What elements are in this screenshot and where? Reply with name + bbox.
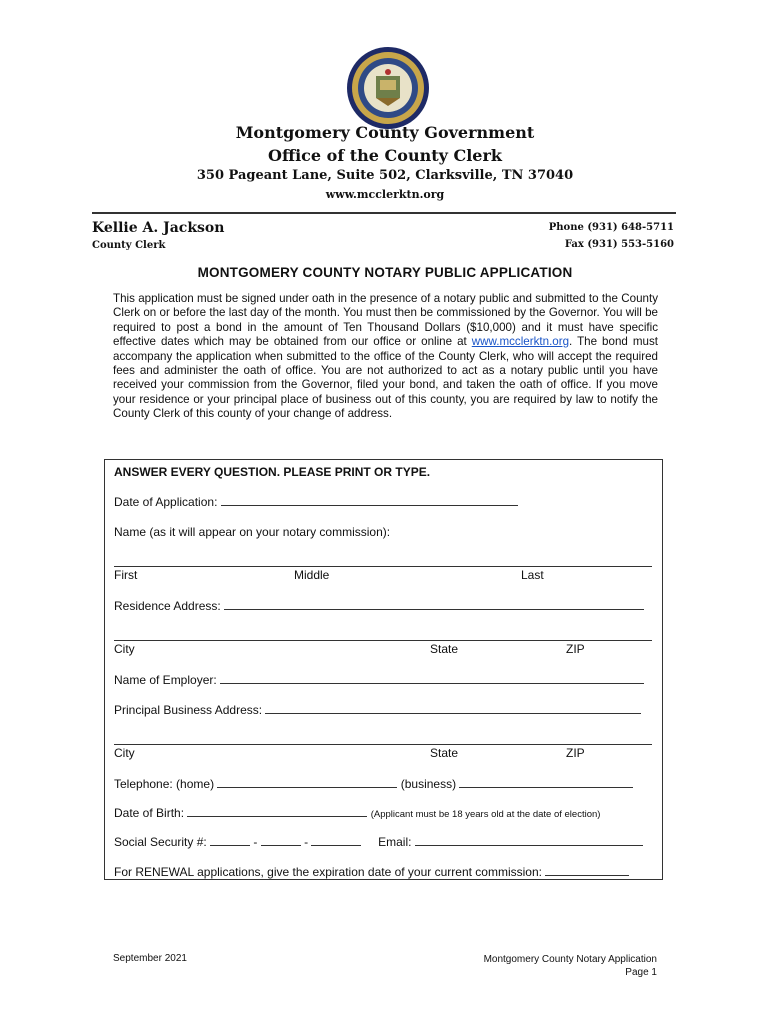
- residence-state-caption: State: [430, 642, 459, 656]
- county-seal-icon: [346, 46, 430, 130]
- header-divider: [92, 212, 676, 214]
- org-name: Montgomery County Government: [235, 123, 535, 142]
- intro-text-2: . The bond must accompany the application when submitted to the office of the County Clerk, who will accept the required fees and administer the oath of office. You are not authorized to act as a notary public until you have received your commission from the Governor, filed your bond, and taken the oath of office. If you move your residence or your principal place of business out of this county, you are required by law to notify the County Clerk of this county of your change of address.: [113, 335, 658, 421]
- telephone-business-field[interactable]: [459, 776, 633, 788]
- business-address-field[interactable]: [265, 702, 641, 714]
- clerk-name: Kellie A. Jackson: [92, 220, 225, 236]
- dob-note: (Applicant must be 18 years old at the date of election): [370, 809, 601, 820]
- clerk-phone: Phone (931) 648-5711: [548, 222, 674, 233]
- clerk-fax: Fax (931) 553-5160: [564, 239, 674, 250]
- application-form: [104, 459, 663, 880]
- date-of-application-field[interactable]: [221, 494, 518, 506]
- ssn-part-1[interactable]: [210, 834, 250, 846]
- telephone-home-field[interactable]: [217, 776, 397, 788]
- residence-address-field[interactable]: [224, 598, 644, 610]
- footer-date: September 2021: [113, 953, 187, 964]
- office-name: Office of the County Clerk: [268, 146, 502, 165]
- intro-paragraph: [113, 292, 658, 422]
- ssn-part-2[interactable]: [261, 834, 301, 846]
- intro-text-1: This application must be signed under oath in the presence of a notary public and submitted to the County Clerk on or before the last day of the month. You must then be commissioned by the Governor. You will be required to post a bond in the amount of Ten Thousand Dollars ($10,000) and it must have specific effective dates which may be obtained from our office or online at: [113, 292, 658, 349]
- footer-doc-info: [484, 953, 657, 979]
- footer-doc-name: Montgomery County Notary Application: [483, 954, 657, 965]
- business-address-label: Principal Business Address:: [114, 702, 641, 717]
- employer-label: Name of Employer:: [114, 672, 644, 687]
- telephone-label: Telephone: (home) (business): [114, 776, 633, 791]
- business-zip-caption: ZIP: [566, 746, 585, 760]
- ssn-part-3[interactable]: [311, 834, 361, 846]
- residence-zip-caption: ZIP: [566, 642, 585, 656]
- ssn-label: Social Security #: - - Email:: [114, 834, 643, 849]
- residence-address-label: Residence Address:: [114, 598, 644, 613]
- renewal-expiration-field[interactable]: [545, 864, 629, 876]
- footer-page-number: Page 1: [625, 967, 657, 978]
- clerk-title: County Clerk: [92, 240, 166, 251]
- date-of-application-label: Date of Application:: [114, 494, 518, 509]
- residence-city-caption: City: [114, 642, 135, 656]
- form-title: MONTGOMERY COUNTY NOTARY PUBLIC APPLICATION: [197, 265, 573, 280]
- first-name-caption: First: [114, 568, 138, 582]
- form-instruction: ANSWER EVERY QUESTION. PLEASE PRINT OR TYPE.: [114, 465, 431, 479]
- name-field[interactable]: [114, 566, 652, 567]
- dob-field[interactable]: [187, 805, 367, 817]
- residence-city-field[interactable]: [114, 640, 652, 641]
- office-address: 350 Pageant Lane, Suite 502, Clarksville, TN 37040: [196, 168, 574, 183]
- office-website[interactable]: www.mcclerktn.org: [325, 188, 445, 201]
- employer-field[interactable]: [220, 672, 644, 684]
- email-field[interactable]: [415, 834, 643, 846]
- business-city-field[interactable]: [114, 744, 652, 745]
- last-name-caption: Last: [521, 568, 544, 582]
- middle-name-caption: Middle: [294, 568, 330, 582]
- business-state-caption: State: [430, 746, 459, 760]
- website-link[interactable]: www.mcclerktn.org: [471, 335, 570, 349]
- name-label: Name (as it will appear on your notary commission):: [114, 525, 391, 539]
- business-city-caption: City: [114, 746, 135, 760]
- renewal-label: For RENEWAL applications, give the expiration date of your current commission:: [114, 864, 629, 879]
- dob-label: Date of Birth: (Applicant must be 18 years old at the date of election): [114, 806, 601, 820]
